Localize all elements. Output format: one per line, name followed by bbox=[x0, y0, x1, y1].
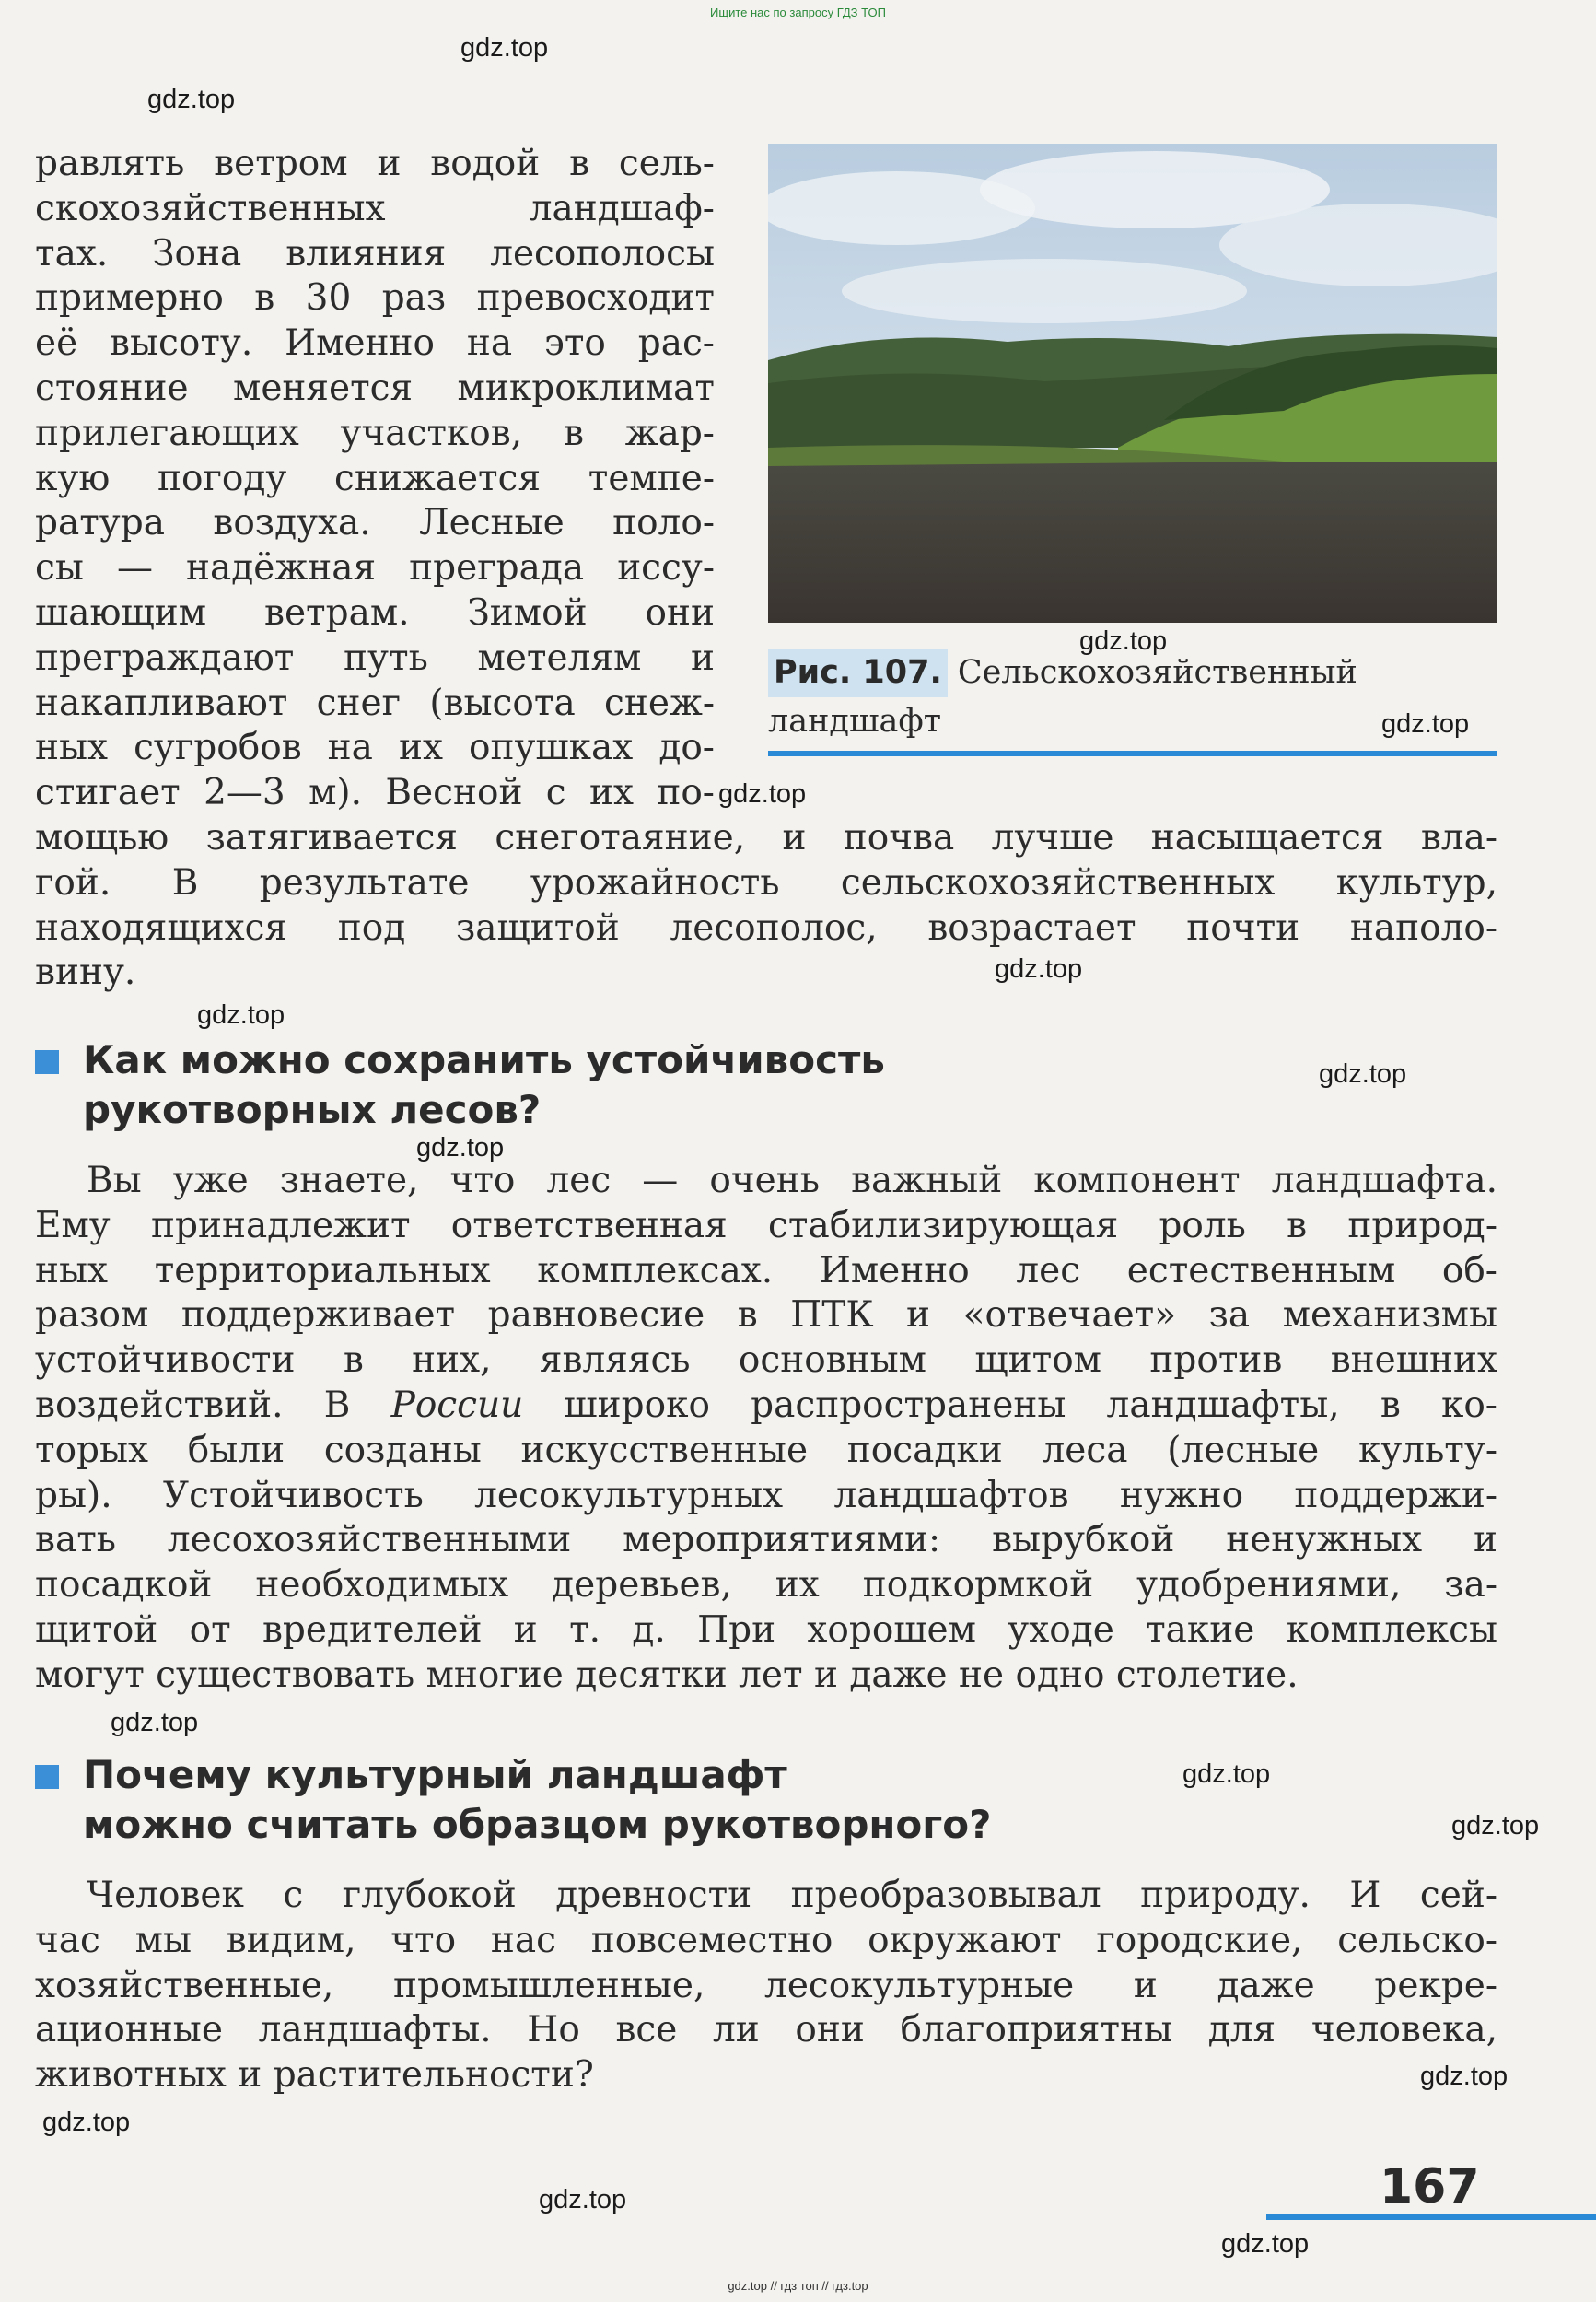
text-line: стояние меняется микроклимат bbox=[35, 367, 715, 409]
text-line: скохозяйственных ландшаф- bbox=[35, 187, 715, 229]
text-line: устойчивости в них, являясь основным щитом против внешних bbox=[35, 1339, 1497, 1382]
figure-label: Рис. 107. bbox=[768, 649, 948, 697]
text-line: мощью затягивается снеготаяние, и почва лучше насыщается вла- bbox=[35, 817, 1497, 859]
text-line: гой. В результате урожайность сельскохозяйственных культур, bbox=[35, 861, 1497, 904]
text-line: ных территориальных комплексах. Именно лес естественным об- bbox=[35, 1249, 1497, 1291]
text-line: шающим ветрам. Зимой они bbox=[35, 591, 715, 634]
caption-divider bbox=[768, 751, 1497, 756]
text-line: щитой от вредителей и т. д. При хорошем уходе такие комплексы bbox=[35, 1608, 1497, 1651]
section-heading bbox=[83, 1035, 885, 1135]
text-line: преграждают путь метелям и bbox=[35, 637, 715, 679]
heading-line: Как можно сохранить устойчивость bbox=[83, 1037, 885, 1082]
watermark: gdz.top bbox=[460, 33, 549, 63]
farmland-illustration bbox=[768, 144, 1497, 623]
heading-line: можно считать образцом рукотворного? bbox=[83, 1802, 992, 1847]
watermark: gdz.top bbox=[539, 2185, 627, 2214]
watermark: gdz.top bbox=[1451, 1811, 1540, 1840]
page-number: 167 bbox=[1380, 2159, 1480, 2214]
watermark: gdz.top bbox=[42, 2108, 131, 2137]
watermark: gdz.top bbox=[416, 1133, 505, 1163]
paragraph-left-column bbox=[35, 142, 715, 816]
watermark: gdz.top bbox=[1319, 1059, 1407, 1089]
figure-caption bbox=[768, 649, 1497, 746]
text-line: стигает 2—3 м). Весной с их по- bbox=[35, 772, 715, 814]
text-line: находящихся под защитой лесополос, возрастает почти наполо- bbox=[35, 906, 1497, 949]
section-marker bbox=[35, 1050, 59, 1074]
text-line: тах. Зона влияния лесополосы bbox=[35, 232, 715, 275]
watermark: gdz.top bbox=[1079, 626, 1168, 656]
text-line: накапливают снег (высота снеж- bbox=[35, 682, 715, 724]
text-line: её высоту. Именно на это рас- bbox=[35, 322, 715, 365]
text-line: посадкой необходимых деревьев, их подкормкой удобрениями, за- bbox=[35, 1564, 1497, 1607]
text-line: торых были созданы искусственные посадки леса (лесные культу- bbox=[35, 1429, 1497, 1471]
text-line: сы — надёжная преграда иссу- bbox=[35, 547, 715, 590]
watermark: gdz.top bbox=[1420, 2062, 1509, 2091]
section-heading bbox=[83, 1750, 991, 1850]
watermark: gdz.top bbox=[718, 779, 807, 809]
heading-line: Почему культурный ландшафт bbox=[83, 1752, 787, 1797]
text-line: Ему принадлежит ответственная стабилизирующая роль в природ- bbox=[35, 1204, 1497, 1246]
watermark: gdz.top bbox=[1182, 1759, 1271, 1789]
text-line: животных и растительности? bbox=[35, 2054, 594, 2097]
section1-paragraph bbox=[35, 1159, 1497, 1699]
caption-text-1: Сельскохозяйственный bbox=[957, 654, 1357, 691]
caption-text-2: ландшафт bbox=[768, 703, 942, 740]
watermark: gdz.top bbox=[197, 1000, 285, 1030]
text-line: вать лесохозяйственными мероприятиями: вырубкой ненужных и bbox=[35, 1519, 1497, 1561]
text-line: Вы уже знаете, что лес — очень важный компонент ландшафта. bbox=[87, 1160, 1497, 1201]
text-line: ратура воздуха. Лесные поло- bbox=[35, 502, 715, 544]
page-number-rule bbox=[1266, 2214, 1596, 2220]
landscape-photo bbox=[768, 144, 1497, 623]
text-line: воздействий. В России широко распространены ландшафты, в ко- bbox=[35, 1384, 1497, 1426]
text-line: могут существовать многие десятки лет и даже не одно столетие. bbox=[35, 1653, 1299, 1696]
bottom-note: gdz.top // гдз топ // гдз.top bbox=[728, 2279, 868, 2293]
text-line: прилегающих участков, в жар- bbox=[35, 412, 715, 454]
paragraph-continuation bbox=[35, 816, 1497, 996]
section2-paragraph bbox=[35, 1874, 1497, 2098]
text-line: вину. bbox=[35, 952, 136, 994]
text-line: ных сугробов на их опушках до- bbox=[35, 727, 715, 769]
text-line: примерно в 30 раз превосходит bbox=[35, 277, 715, 320]
text-line: хозяйственные, промышленные, лесокультурные и даже рекре- bbox=[35, 1964, 1497, 2006]
watermark: gdz.top bbox=[1221, 2229, 1310, 2259]
text-line: разом поддерживает равновесие в ПТК и «отвечает» за механизмы bbox=[35, 1294, 1497, 1337]
text-line: равлять ветром и водой в сель- bbox=[35, 143, 715, 184]
heading-line: рукотворных лесов? bbox=[83, 1087, 542, 1132]
watermark: gdz.top bbox=[1381, 709, 1470, 739]
section-marker bbox=[35, 1765, 59, 1789]
top-note: Ищите нас по запросу ГДЗ ТОП bbox=[710, 6, 886, 19]
text-line: час мы видим, что нас повсеместно окружают городские, сельско- bbox=[35, 1919, 1497, 1961]
text-line: ры). Устойчивость лесокультурных ландшафтов нужно поддержи- bbox=[35, 1474, 1497, 1516]
watermark: gdz.top bbox=[111, 1708, 199, 1737]
text-line: Человек с глубокой древности преобразовывал природу. И сей- bbox=[87, 1875, 1497, 1916]
text-line: ационные ландшафты. Но все ли они благоприятны для человека, bbox=[35, 2009, 1497, 2051]
text-line: кую погоду снижается темпе- bbox=[35, 457, 715, 499]
watermark: gdz.top bbox=[147, 85, 236, 114]
watermark: gdz.top bbox=[995, 954, 1083, 984]
